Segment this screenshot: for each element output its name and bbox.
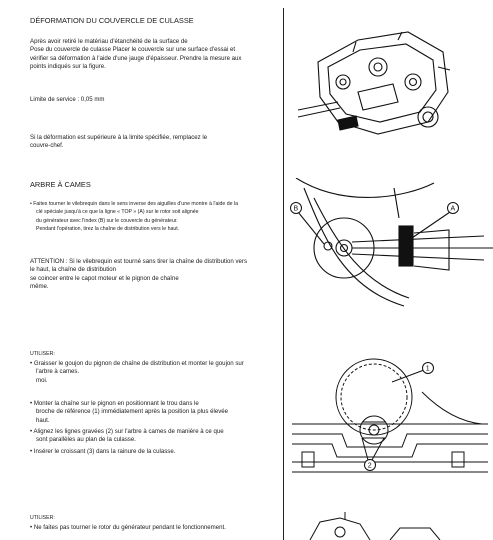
section3-bullet3: • Alignez les lignes gravées (2) sur l'arbre à cames de manière à ce que sont parallèles au plan de la culasse. xyxy=(30,428,224,444)
section3-bullet1: • Graisser le goujon du pignon de chaîne de distribution et monter le goujon sur l'arbre à cames. moi. xyxy=(30,360,244,384)
section3-bullet4: • Insérer le croissant (3) dans la rainure de la culasse. xyxy=(30,448,176,455)
label-a: A xyxy=(450,205,456,213)
section4-bullet1: • Ne faites pas tourner le rotor du générateur pendant le fonctionnement. xyxy=(30,524,226,531)
utiliser-label-1: UTILISER: xyxy=(30,351,55,357)
figure-cylinder-head-cover xyxy=(298,22,458,142)
section2-bullet1: • Faites tourner le vilebrequin dans le sens inverse des aiguilles d'une montre à l'aide de la clé spéciale jusqu'à ce que la ligne « TOP » (A) sur le rotor soit alignée du générateur avec l'index (B) sur le couvercle du générateur. Pendant l'opération, tirez la chaîne de distribution vers le haut. xyxy=(30,201,238,233)
figure-generator-rotor xyxy=(284,178,493,308)
section1-para2: Si la déformation est supérieure à la limite spécifiée, remplacez le couvre-chef. xyxy=(30,134,208,150)
figure-camshaft-sprocket xyxy=(292,352,488,482)
section3-bullet2: • Monter la chaîne sur le pignon en positionnant le trou dans le broche de référence (1) immédiatement après la position la plus élevée haut. xyxy=(30,400,229,424)
service-limit: Limite de service : 0,05 mm xyxy=(30,96,105,103)
figure-bottom-partial xyxy=(300,512,460,540)
label-1: 1 xyxy=(425,365,430,373)
utiliser-label-2: UTILISER: xyxy=(30,515,55,521)
label-b: B xyxy=(293,205,299,213)
section-title-camshaft: ARBRE À CAMES xyxy=(30,180,91,189)
attention-note: ATTENTION : Si le vilebrequin est tourné sans tirer la chaîne de distribution vers le haut, la chaîne de distribution se coincer entre le capot moteur et le pignon de chaîne même. xyxy=(30,258,247,291)
section-title-cover-deformation: DÉFORMATION DU COUVERCLE DE CULASSE xyxy=(30,16,194,25)
section1-para1: Après avoir retiré le matériau d'étanchéité de la surface de Pose du couvercle de culasse Placer le couvercle sur une surface d'essai et vérifier sa déformation à l'aide d'une jauge d'épaisseur. Prendre la mesure aux points indiqués sur la figure. xyxy=(30,38,242,71)
label-2: 2 xyxy=(367,462,372,470)
